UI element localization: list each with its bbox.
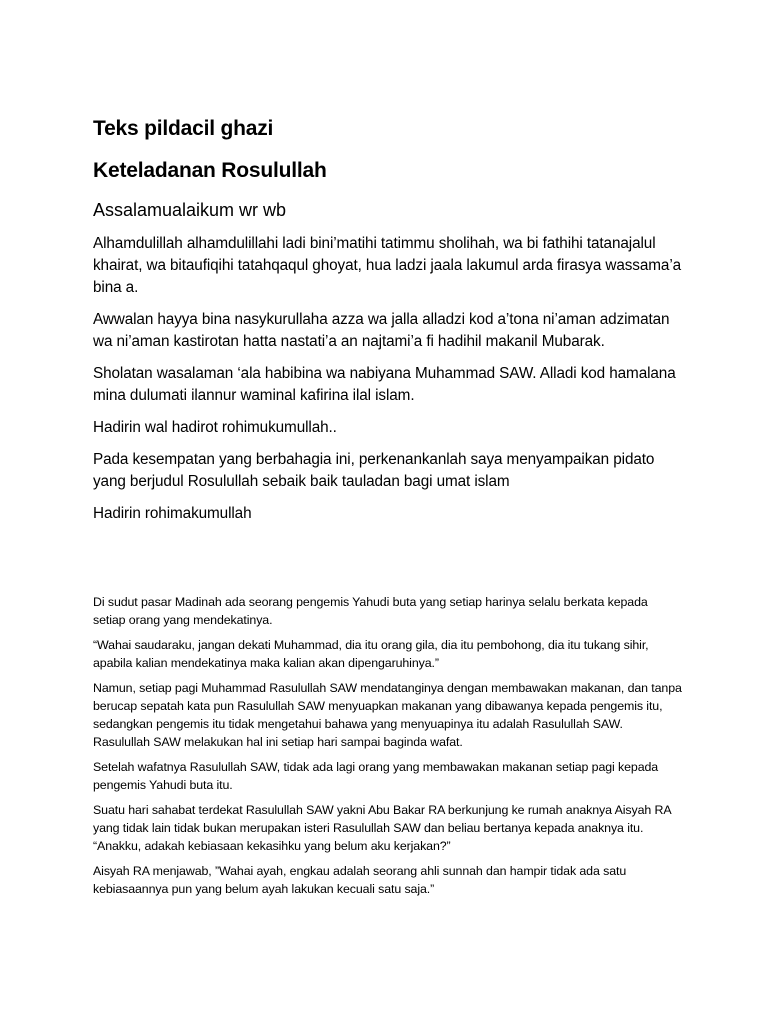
intro-paragraph: Pada kesempatan yang berbahagia ini, perkenankanlah saya menyampaikan pidato yang berjudul Rosulullah sebaik baik tauladan bagi umat islam [93, 451, 655, 490]
story-paragraph: Namun, setiap pagi Muhammad Rasulullah SAW mendatanginya dengan membawakan makanan, dan tanpa berucap sepatah kata pun Rasulullah SAW menyuapkan makanan yang dibawanya kepada pengemis itu, sedangkan pengemis itu tidak mengetahui bahawa yang menyuapinya itu adalah Rasulullah SAW. Rasulullah SAW melakukan hal ini setiap hari sampai baginda wafat. [93, 681, 682, 749]
intro-paragraph: Awwalan hayya bina nasykurullaha azza wa jalla alladzi kod a’tona ni’aman adzimatan wa ni’aman kastirotan hatta nastati’a an najtami’a fi hadihil makanil Mubarak. [93, 311, 670, 350]
story-paragraph [93, 801, 683, 855]
intro-paragraph: Hadirin rohimakumullah [93, 505, 252, 522]
intro-paragraph: Sholatan wasalaman ‘ala habibina wa nabiyana Muhammad SAW. Alladi kod hamalana mina dulumati ilannur waminal kafirina ilal islam. [93, 365, 676, 404]
intro-paragraph: Alhamdulillah alhamdulillahi ladi bini’matihi tatimmu sholihah, wa bi fathihi tatanajalul khairat, wa bitaufiqihi tatahqaqul ghoyat, hua ladzi jaala lakumul arda firasya wassama’a bina a. [93, 235, 682, 296]
story-section [93, 593, 683, 905]
story-line: “Anakku, adakah kebiasaan kekasihku yang belum aku kerjakan?” [93, 839, 451, 853]
intro-section [93, 233, 683, 535]
story-paragraph: Aisyah RA menjawab, ”Wahai ayah, engkau adalah seorang ahli sunnah dan hampir tidak ada satu kebiasaannya pun yang belum ayah lakukan kecuali satu saja.” [93, 864, 627, 896]
story-paragraph: Di sudut pasar Madinah ada seorang pengemis Yahudi buta yang setiap harinya selalu berkata kepada setiap orang yang mendekatinya. [93, 595, 648, 627]
intro-paragraph: Hadirin wal hadirot rohimukumullah.. [93, 419, 337, 436]
story-paragraph: “Wahai saudaraku, jangan dekati Muhammad, dia itu orang gila, dia itu pembohong, dia itu tukang sihir, apabila kalian mendekatinya maka kalian akan dipengaruhinya.” [93, 638, 649, 670]
document-subtitle: Keteladanan Rosulullah [93, 159, 327, 182]
story-paragraph: Setelah wafatnya Rasulullah SAW, tidak ada lagi orang yang membawakan makanan setiap pagi kepada pengemis Yahudi buta itu. [93, 760, 659, 792]
greeting-text: Assalamualaikum wr wb [93, 200, 287, 220]
story-line: Suatu hari sahabat terdekat Rasulullah SAW yakni Abu Bakar RA berkunjung ke rumah anaknya Aisyah RA yang tidak lain tidak bukan merupakan isteri Rasulullah SAW dan beliau bertanya kepada anaknya itu. [93, 803, 671, 835]
document-title: Teks pildacil ghazi [93, 117, 274, 140]
